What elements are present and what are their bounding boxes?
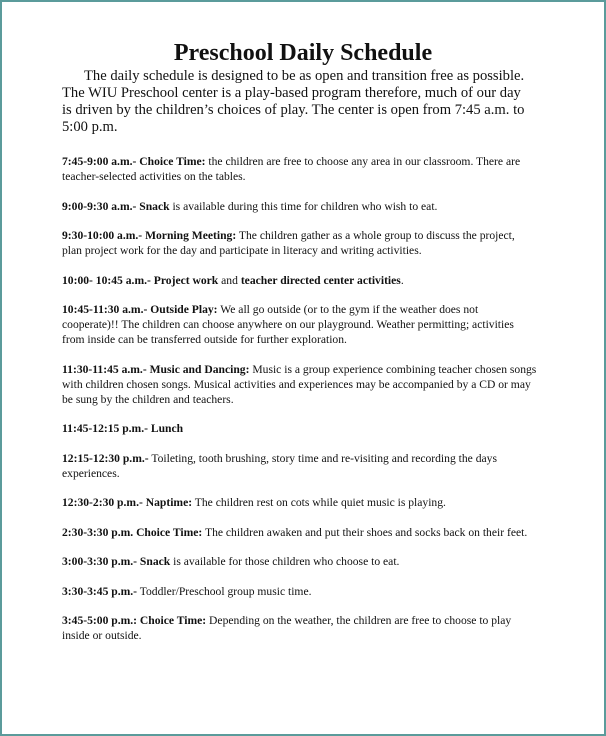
- entry-activity-heading: teacher directed center activities: [240, 273, 401, 287]
- entry-description: is available during this time for children who wish to eat.: [169, 199, 438, 213]
- schedule-entry: [62, 362, 537, 407]
- schedule-list: [62, 154, 537, 658]
- schedule-entry: [62, 273, 537, 288]
- schedule-entry: [62, 584, 537, 599]
- entry-description: and: [218, 273, 241, 287]
- entry-description: We all go outside (or to the gym if the weather does not cooperate)!! The children can choose anywhere on our playground. Weather permitting; activities from inside can be transferred outside for further exploration.: [62, 303, 514, 346]
- schedule-entry: [62, 451, 537, 481]
- entry-time-heading: 11:30-11:45 a.m.- Music and Dancing:: [62, 362, 250, 376]
- entry-time-heading: 10:00- 10:45 a.m.- Project work: [62, 273, 219, 287]
- entry-time-heading: 12:15-12:30 p.m.-: [62, 451, 149, 465]
- intro-paragraph: The daily schedule is designed to be as open and transition free as possible. The WIU Preschool center is a play-based program therefore, much of our day is driven by the children’s choices of play. The center is open from 7:45 a.m. to 5:00 p.m.: [62, 68, 525, 135]
- schedule-entry: [62, 421, 537, 436]
- entry-description: is available for those children who choose to eat.: [170, 555, 400, 568]
- entry-time-heading: 9:00-9:30 a.m.- Snack: [62, 199, 170, 213]
- entry-time-heading: 2:30-3:30 p.m. Choice Time:: [62, 525, 203, 539]
- entry-time-heading: 3:00-3:30 p.m.- Snack: [62, 555, 171, 568]
- schedule-entry: [62, 525, 537, 540]
- schedule-entry: [62, 154, 537, 184]
- entry-time-heading: 7:45-9:00 a.m.- Choice Time:: [62, 155, 206, 168]
- entry-description: The children awaken and put their shoes and socks back on their feet.: [202, 525, 528, 539]
- schedule-entry: [62, 199, 537, 214]
- schedule-entry: [62, 228, 537, 258]
- entry-time-heading: 10:45-11:30 a.m.- Outside Play:: [62, 303, 218, 316]
- schedule-entry: [62, 302, 537, 347]
- entry-description: Music is a group experience combining teacher chosen songs with children chosen songs. Musical activities and experiences may be accompanied by a CD or may be sung by the children and teachers.: [62, 362, 537, 406]
- schedule-entry: [62, 495, 537, 510]
- entry-description: The children rest on cots while quiet music is playing.: [192, 496, 446, 509]
- entry-time-heading: 9:30-10:00 a.m.- Morning Meeting:: [62, 229, 237, 242]
- entry-time-heading: 3:45-5:00 p.m.: Choice Time:: [62, 614, 207, 627]
- entry-description: Toddler/Preschool group music time.: [137, 584, 312, 598]
- entry-description: The children gather as a whole group to discuss the project, plan project work for the day and participate in literacy and writing activities.: [62, 229, 515, 257]
- schedule-entry: [62, 554, 537, 569]
- entry-description: the children are free to choose any area in our classroom. There are teacher-selected activities on the tables.: [62, 155, 521, 183]
- page-title: Preschool Daily Schedule: [173, 40, 433, 66]
- entry-description: Depending on the weather, the children are free to choose to play inside or outside.: [62, 614, 512, 642]
- entry-time-heading: 3:30-3:45 p.m.-: [62, 584, 138, 598]
- schedule-entry: [62, 613, 537, 643]
- entry-time-heading: 11:45-12:15 p.m.- Lunch: [62, 422, 184, 435]
- entry-description-end: .: [400, 273, 404, 287]
- entry-description: Toileting, tooth brushing, story time and re-visiting and recording the days experiences.: [62, 451, 497, 480]
- entry-time-heading: 12:30-2:30 p.m.- Naptime:: [62, 496, 193, 509]
